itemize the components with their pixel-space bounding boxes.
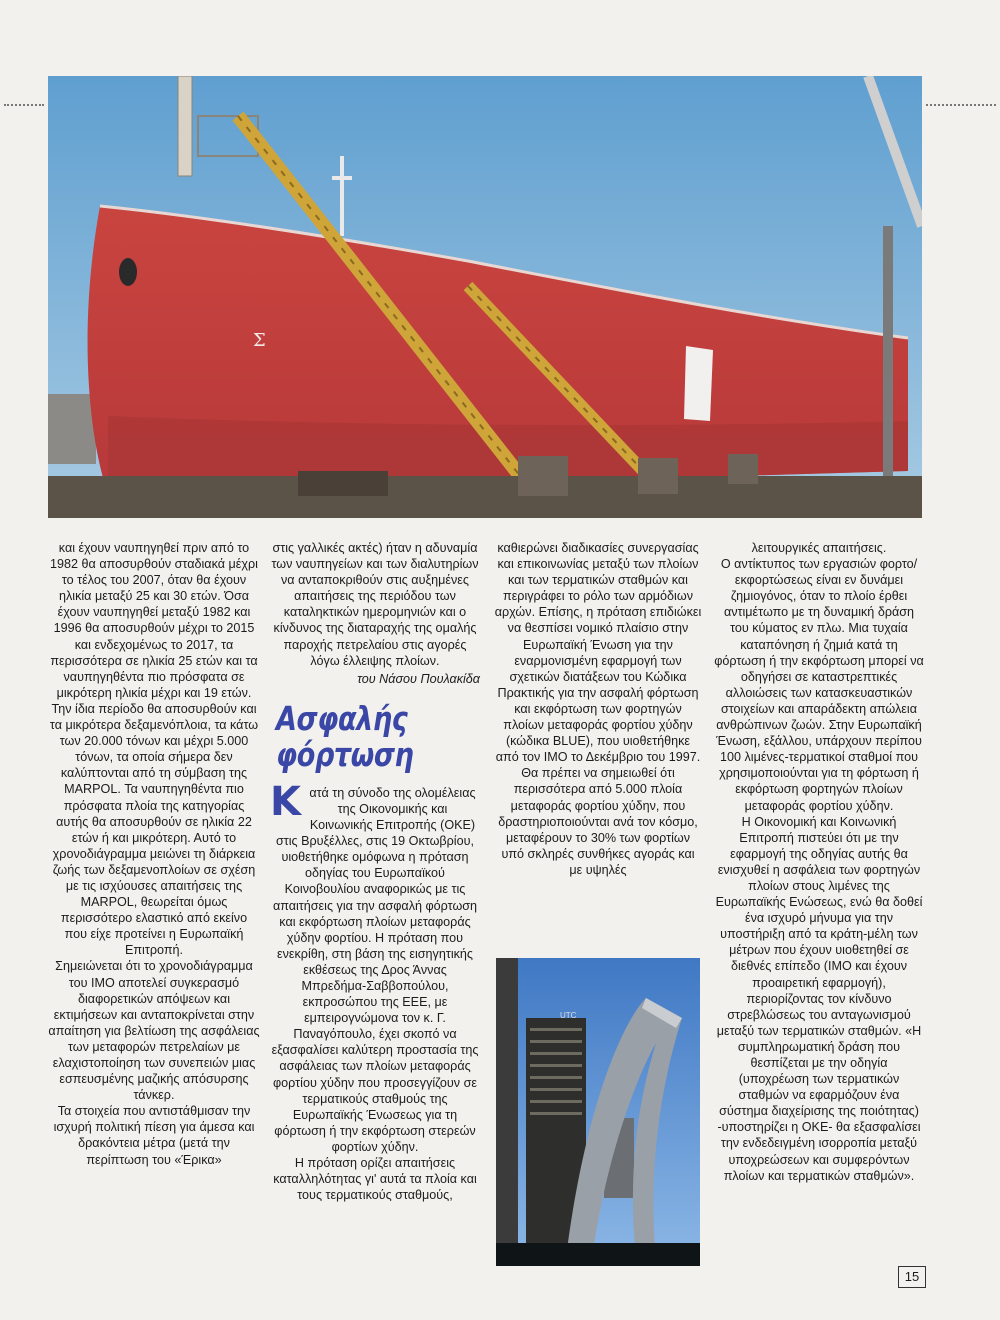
col1-paragraph-2: Σημειώνεται ότι το χρονοδιάγραμμα του ΙΜΟ αποτελεί συγκερασμό διαφορετικών απόψεων και εκτιμήσεων και ανταποκρίνεται στην απαίτηση για βελτίωση της ασφάλειας των μεταφορών πετρελαίων με ελαχιστοποίηση των συνεπειών μιας εσπευσμένης μαζικής απόσυρσης τάνκερ. xyxy=(48,959,260,1103)
col4-paragraph-3: Η Οικονομική και Κοινωνική Επιτροπή πιστεύει ότι με την εφαρμογή της οδηγίας αυτής θα ενισχυθεί η ασφάλεια των φορτηγών πλοίων στους λιμένες της Ευρωπαϊκής Ενώσεως, ενώ θα δοθεί ένα ισχυρό μήνυμα για την υποστήριξη από τα κράτη-μέλη των μέτρων που έχουν υιοθετηθεί σε διεθνές επίπεδο (ΙΜΟ και έχουν προαιρετική εφαρμογή), περιορίζοντας τον κίνδυνο στρεβλώσεως του ανταγωνισμού μεταξύ των τερματικών σταθμών. «Η συμπληρωματική δράση που θεσπίζεται με την οδηγία (υποχρέωση των τερματικών σταθμών να εφαρμόζουν ένα σύστημα διαχείρισης της ποιότητας) -υποστηρίζει η ΟΚΕ- θα εξασφαλίσει την ενδεδειγμένη ισορροπία μεταξύ υποχρεώσεων και συμφερόντων πλοίων και τερματικών σταθμών». xyxy=(715,814,923,1183)
bow-mark: Σ xyxy=(253,330,266,351)
dotted-rule-left xyxy=(4,104,44,106)
col4-paragraph-1: λειτουργικές απαιτήσεις. xyxy=(751,541,887,555)
col3-paragraph: καθιερώνει διαδικασίες συνεργασίας και επικοινωνίας μεταξύ των πλοίων και των τερματικών σταθμών και περιγράφει το ρόλο των αρμόδιων αρχών. Επίσης, η πρόταση επιδιώκει να θεσπίσει νομικό πλαίσιο στην Ευρωπαϊκή Ένωση για την εναρμονισμένη εφαρμογή των σχετικών διατάξεων του Κώδικα Πρακτικής για την ασφαλή φόρτωση και εκφόρτωση των φορτηγών πλοίων μεταφοράς φορτίου χύδην (κώδικα BLUE), που υιοθετήθηκε από τον ΙΜΟ το Δεκέμβριο του 1997. Θα πρέπει να σημειωθεί ότι περισσότερα από 5.000 πλοία μεταφοράς φορτίου χύδην, που δραστηριοποιούνται ανά τον κόσμο, μεταφέρουν το 30% των φορτίων υπό σκληρές συνθήκες αγοράς και με υψηλές xyxy=(494,541,702,877)
col2-paragraph: στις γαλλικές ακτές) ήταν η αδυναμία των ναυπηγείων και των διαλυτηρίων να ανταποκριθούν στις αυξημένες απαιτήσεις της περιόδου των καταληκτικών ημερομηνιών και ο κίνδυνος της διαταραχής της ομαλής παροχής πετρελαίου στις αγορές λόγω έλλειψης πλοίων. xyxy=(271,541,479,668)
col1-paragraph-3: Τα στοιχεία που αντιστάθμισαν την ισχυρή πολιτική πίεση για άμεσα και δρακόντεια μέτρα (μετά την περίπτωση του «Έρικα» xyxy=(53,1104,255,1167)
col1-paragraph-1: και έχουν ναυπηγηθεί πριν από το 1982 θα αποσυρθούν σταδιακά μέχρι το τέλος του 2007, όταν θα έχουν ηλικία μεταξύ 25 και 30 ετών. Όσα έχουν ναυπηγηθεί μεταξύ 1982 και 1996 θα αποσυρθούν μέχρι το 2015 και ενδεχομένως το 2017, τα περισσότερα σε ηλικία 25 ετών και τα ναυπηγηθέντα πιο πρόσφατα σε μικρότερη ηλικία μέχρι και 19 ετών. Την ίδια περίοδο θα αποσυρθούν και τα μικρότερα δεξαμενόπλοια, τα κάτω των 20.000 τόνων και μέχρι 5.000 τόνων, τα οποία σήμερα δεν καλύπτονται από τη σύμβαση της MARPOL. Τα ναυπηγηθέντα πιο πρόσφατα πλοία της κατηγορίας αυτής θα αποσυρθούν σε ηλικία 22 ετών ή και μικρότερη. Αυτό το χρονοδιάγραμμα μειώνει τη διάρκεια ζωής των δεξαμενοπλοίων σε σχέση με τις ισχύουσες απαιτήσεις της MARPOL, θεωρείται όμως περισσότερο ελαστικό από εκείνο που είχε προτείνει η Ευρωπαϊκή Επιτροπή. xyxy=(49,541,259,958)
heading-line-1: Ασφαλής xyxy=(276,698,408,738)
author-byline: του Νάσου Πουλακίδα xyxy=(357,671,480,686)
drop-cap: Κ xyxy=(270,778,301,825)
page-number: 15 xyxy=(898,1266,926,1288)
col2-body-2: Η πρόταση ορίζει απαιτήσεις καταλληλότητας γι' αυτά τα πλοία και τους τερματικούς σταθμούς, xyxy=(273,1156,477,1203)
section-heading xyxy=(276,698,443,774)
col2-body xyxy=(270,778,480,1155)
column-4 xyxy=(714,540,924,1184)
col4-paragraph-2: Ο αντίκτυπος των εργασιών φορτο/εκφορτώσεως είναι εν δυνάμει ζημιογόνος, όταν το πλοίο έρθει αντιμέτωπο με τη δυναμική δράση του κύματος εν πλω. Μια τυχαία καταπόνηση ή ζημιά κατά τη φόρτωση ή την εκφόρτωση μπορεί να οδηγήσει σε καταστρεπτικές αλλοιώσεις των κατασκευαστικών στοιχείων και απαράδεκτη απώλεια ανθρώπινων ζωών. Στην Ευρωπαϊκή Ένωση, εξάλλου, υπάρχουν περίπου 100 λιμένες-τερματικοί σταθμοί που χρησιμοποιούνται για τη φόρτωση ή εκφόρτωση φορτηγών πλοίων μεταφοράς φορτίου χύδην. xyxy=(714,557,924,813)
column-2 xyxy=(270,540,480,1203)
tanker-photo xyxy=(48,76,922,518)
column-3 xyxy=(494,540,702,878)
col2-body-text: ατά τη σύνοδο της ολομέλειας της Οικονομικής και Κοινωνικής Επιτροπής (ΟΚΕ) στις Βρυξέλλες, στις 19 Οκτωβρίου, υιοθετήθηκε ομόφωνα η πρόταση οδηγίας του Ευρωπαϊκού Κοινοβουλίου αναφορικώς με τις απαιτήσεις για την ασφαλή φόρτωση και εκφόρτωση πλοίων μεταφοράς χύδην φορτίου. Η πρόταση που ενεκρίθη, στη βάση της εισηγητικής εκθέσεως της Δρος Άννας Μπρεδήμα-Σαββοπούλου, εκπροσώπου της ΕΕΕ, με εμπειρογνώμονα τον κ. Γ. Παναγόπουλο, έχει σκοπό να εξασφαλίσει καλύτερη προστασία της ασφάλειας των πλοίων μεταφοράς φορτίου χύδην που προσεγγίζουν σε τερματικούς σταθμούς της Ευρωπαϊκής Ένωσεως για τη φόρτωση ή την εκφόρτωση στερεών φορτίων χύδην. xyxy=(271,785,479,1154)
dotted-rule-right xyxy=(926,104,996,106)
column-1 xyxy=(48,540,260,1168)
heading-line-2: φόρτωση xyxy=(276,734,414,774)
buildings-photo xyxy=(496,958,700,1266)
building-sign: UTC xyxy=(560,1011,577,1020)
